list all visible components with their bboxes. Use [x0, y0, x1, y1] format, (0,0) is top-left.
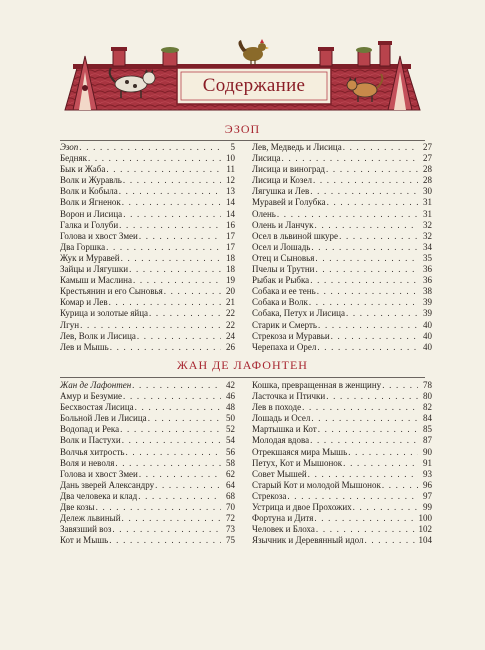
leader-dots	[148, 308, 221, 319]
toc-entry-title: Дележ львиный	[60, 513, 121, 524]
toc-entry-page: 38	[423, 286, 432, 297]
leader-dots	[325, 164, 418, 175]
leader-dots	[118, 220, 221, 231]
toc-entry-title: Жан де Лафонтен	[60, 380, 132, 390]
toc-entry[interactable]	[252, 209, 432, 220]
toc-entry-title: Волчья хитрость	[60, 446, 125, 457]
leader-dots	[381, 480, 418, 491]
toc-entry[interactable]	[252, 197, 432, 208]
toc-entry-title: Волк и Журавль	[60, 175, 122, 186]
leader-dots	[363, 535, 418, 546]
toc-entry[interactable]	[252, 502, 432, 513]
toc-entry[interactable]	[60, 175, 235, 186]
toc-entry-page: 28	[423, 175, 432, 186]
leader-dots	[132, 275, 221, 286]
toc-entry-page: 19	[226, 275, 235, 286]
toc-entry[interactable]	[252, 402, 432, 413]
toc-entry[interactable]	[252, 480, 432, 491]
toc-entry-title: Кот и Мышь	[60, 535, 109, 546]
toc-entry-page: 64	[226, 479, 235, 490]
leader-dots	[122, 391, 221, 402]
toc-entry-title: Лев, Волк и Лисица	[60, 330, 136, 341]
toc-entry-title: Волк и Ягненок	[60, 197, 121, 208]
toc-entry-title: Молодая вдова	[252, 435, 310, 446]
leader-dots	[308, 297, 418, 308]
toc-entry[interactable]	[252, 424, 432, 435]
toc-entry-page: 22	[226, 308, 235, 319]
toc-entry-title: Больной Лев и Лисица	[60, 413, 147, 424]
leader-dots	[309, 435, 418, 446]
toc-entry[interactable]	[60, 209, 235, 220]
toc-entry-page: 96	[423, 479, 432, 490]
toc-entry[interactable]	[60, 308, 235, 319]
toc-entry[interactable]	[60, 491, 235, 502]
leader-dots	[316, 286, 418, 297]
toc-entry-page: 30	[423, 186, 432, 197]
leader-dots	[315, 524, 418, 535]
rooster-icon	[238, 39, 269, 65]
toc-entry-title: Крестьянин и его Сыновья	[60, 286, 163, 297]
leader-dots	[134, 402, 221, 413]
toc-entry-title: Волк и Кобыла	[60, 186, 118, 197]
toc-entry[interactable]	[252, 142, 432, 153]
leader-dots	[347, 447, 418, 458]
toc-entry-page: 104	[418, 535, 432, 546]
toc-entry[interactable]	[60, 391, 235, 402]
toc-entry[interactable]	[60, 413, 235, 424]
toc-entry[interactable]	[60, 220, 235, 231]
toc-entry-title: Старик и Смерть	[252, 319, 318, 330]
toc-entry-page: 91	[423, 457, 432, 468]
leader-dots	[338, 231, 418, 242]
leader-dots	[119, 424, 221, 435]
toc-entry-page: 73	[226, 524, 235, 535]
toc-entry-page: 58	[226, 457, 235, 468]
toc-entry-page: 78	[423, 380, 432, 390]
leader-dots	[114, 458, 221, 469]
toc-entry-page: 87	[423, 435, 432, 446]
leader-dots	[121, 197, 221, 208]
toc-entry-page: 52	[226, 424, 235, 435]
toc-entry-title: Фортуна и Дитя	[252, 513, 314, 524]
toc-entry-page: 80	[423, 391, 432, 402]
toc-entry-title: Отец и Сыновья	[252, 252, 315, 263]
toc-entry-page: 32	[423, 219, 432, 230]
toc-entry-title: Бесхвостая Лисица	[60, 402, 134, 413]
section-heading-lafontaine: ЖАН ДЕ ЛАФОНТЕН	[177, 358, 308, 372]
leader-dots	[125, 447, 221, 458]
leader-dots	[118, 186, 221, 197]
toc-entry[interactable]	[60, 286, 235, 297]
leader-dots	[109, 342, 221, 353]
leader-dots	[314, 220, 418, 231]
toc-entry-title: Осел в львиной шкуре	[252, 230, 339, 241]
toc-entry-title: Курица и золотые яйца	[60, 308, 149, 319]
leader-dots	[120, 253, 221, 264]
toc-entry-title: Два человека и клад	[60, 490, 138, 501]
toc-entry[interactable]	[60, 447, 235, 458]
toc-entry-title: Черепаха и Орел	[252, 341, 317, 352]
leader-dots	[105, 164, 221, 175]
toc-entry[interactable]	[60, 435, 235, 446]
toc-entry-page: 42	[226, 380, 235, 390]
leader-dots	[163, 286, 221, 297]
toc-entry-title: Лисица	[252, 153, 281, 164]
leader-dots	[314, 264, 418, 275]
toc-entry-page: 40	[423, 319, 432, 330]
toc-entry-title: Лев, Медведь и Лисица	[252, 142, 342, 152]
toc-entry[interactable]	[252, 447, 432, 458]
toc-column-lafontaine-left	[60, 380, 235, 546]
leader-dots	[342, 142, 418, 153]
toc-entry[interactable]	[252, 413, 432, 424]
toc-entry-page: 34	[423, 241, 432, 252]
toc-entry[interactable]	[60, 320, 235, 331]
leader-dots	[345, 308, 418, 319]
leader-dots	[381, 380, 418, 391]
toc-entry-page: 40	[423, 330, 432, 341]
leader-dots	[108, 535, 221, 546]
toc-entry-title: Бедняк	[60, 153, 87, 164]
toc-entry[interactable]	[60, 458, 235, 469]
leader-dots	[128, 264, 221, 275]
toc-entry-page: 13	[226, 186, 235, 197]
leader-dots	[147, 413, 221, 424]
toc-entry[interactable]	[252, 308, 432, 319]
leader-dots	[312, 175, 418, 186]
toc-entry-title: Голова и хвост Змеи	[60, 468, 138, 479]
toc-entry-page: 36	[423, 275, 432, 286]
toc-entry-title: Зайцы и Лягушки	[60, 264, 129, 275]
leader-dots	[316, 342, 418, 353]
toc-entry[interactable]	[60, 297, 235, 308]
toc-entry[interactable]	[60, 153, 235, 164]
toc-entry-title: Бык и Жаба	[60, 164, 106, 175]
leader-dots	[301, 402, 418, 413]
toc-entry[interactable]	[252, 331, 432, 342]
toc-entry-title: Лисица и Козел	[252, 175, 312, 186]
toc-entry[interactable]	[252, 535, 432, 546]
leader-dots	[313, 513, 418, 524]
toc-entry[interactable]	[252, 380, 432, 391]
toc-entry[interactable]	[60, 231, 235, 242]
toc-entry-title: Амур и Безумие	[60, 391, 123, 402]
leader-dots	[326, 197, 418, 208]
toc-entry[interactable]	[60, 342, 235, 353]
toc-entry-page: 27	[423, 142, 432, 152]
toc-entry-page: 12	[226, 175, 235, 186]
leader-dots	[286, 491, 418, 502]
toc-entry[interactable]	[252, 253, 432, 264]
toc-entry[interactable]	[252, 220, 432, 231]
toc-entry[interactable]	[60, 402, 235, 413]
leader-dots	[95, 502, 221, 513]
toc-entry-page: 18	[226, 264, 235, 275]
toc-entry-title: Завязший воз	[60, 524, 112, 535]
leader-dots	[79, 320, 221, 331]
toc-entry-page: 17	[226, 241, 235, 252]
leader-dots	[310, 242, 418, 253]
toc-entry-title: Старый Кот и молодой Мышонок	[252, 479, 381, 490]
leader-dots	[307, 469, 418, 480]
toc-entry[interactable]	[252, 231, 432, 242]
toc-entry-title: Стрекоза и Муравьи	[252, 330, 330, 341]
toc-entry-title: Собака и ее тень	[252, 286, 316, 297]
toc-entry-page: 90	[423, 446, 432, 457]
toc-entry-title: Ласточка и Птички	[252, 391, 326, 402]
leader-dots	[138, 231, 221, 242]
toc-column-aesop-left	[60, 142, 235, 353]
toc-entry-page: 93	[423, 468, 432, 479]
leader-dots	[276, 209, 418, 220]
toc-entry-title: Муравей и Голубка	[252, 197, 326, 208]
leader-dots	[342, 458, 418, 469]
toc-entry-title: Лев и Мышь	[60, 341, 109, 352]
leader-dots	[137, 491, 221, 502]
toc-entry-page: 68	[226, 490, 235, 501]
toc-entry[interactable]	[252, 175, 432, 186]
leader-dots	[87, 153, 221, 164]
toc-entry-page: 99	[423, 502, 432, 513]
toc-entry[interactable]	[252, 491, 432, 502]
toc-entry-title: Комар и Лев	[60, 297, 108, 308]
toc-entry-title: Лошадь и Осел	[252, 413, 311, 424]
leader-dots	[281, 153, 418, 164]
toc-entry[interactable]	[252, 164, 432, 175]
toc-entry-title: Лисица и виноград	[252, 164, 326, 175]
toc-entry-page: 10	[226, 153, 235, 164]
header-illustration	[55, 38, 430, 116]
leader-dots	[105, 242, 221, 253]
toc-entry[interactable]	[252, 186, 432, 197]
toc-entry-page: 75	[226, 535, 235, 546]
toc-entry-page: 11	[226, 164, 235, 175]
leader-dots	[136, 331, 221, 342]
toc-entry-title: Собака, Петух и Лисица	[252, 308, 345, 319]
toc-entry-page: 17	[226, 230, 235, 241]
toc-entry-page: 31	[423, 197, 432, 208]
toc-entry[interactable]	[60, 242, 235, 253]
toc-entry[interactable]	[252, 458, 432, 469]
toc-entry[interactable]	[60, 524, 235, 535]
toc-entry-title: Олень	[252, 208, 276, 219]
toc-entry[interactable]	[60, 264, 235, 275]
toc-entry[interactable]	[252, 469, 432, 480]
toc-entry-page: 82	[423, 402, 432, 413]
toc-entry-title: Лягушка и Лев	[252, 186, 310, 197]
leader-dots	[121, 513, 221, 524]
toc-entry-title: Устрица и двое Прохожих	[252, 502, 352, 513]
toc-entry-page: 21	[226, 297, 235, 308]
toc-entry-page: 72	[226, 513, 235, 524]
leader-dots	[310, 413, 418, 424]
leader-dots	[325, 391, 418, 402]
toc-entry-page: 18	[226, 252, 235, 263]
toc-entry-page: 100	[418, 513, 432, 524]
toc-entry-title: Водопад и Река	[60, 424, 120, 435]
toc-entry-title: Мартышка и Кот	[252, 424, 317, 435]
toc-entry[interactable]	[60, 275, 235, 286]
toc-entry[interactable]	[60, 253, 235, 264]
toc-column-aesop-right	[252, 142, 432, 353]
toc-entry[interactable]	[252, 435, 432, 446]
toc-entry-page: 85	[423, 424, 432, 435]
toc-entry-page: 5	[230, 142, 235, 152]
toc-entry-page: 40	[423, 341, 432, 352]
page-title: Содержание	[202, 75, 306, 96]
toc-entry[interactable]	[60, 535, 235, 546]
toc-entry[interactable]	[252, 342, 432, 353]
toc-entry-page: 39	[423, 297, 432, 308]
toc-entry-title: Отрекшаяся мира Мышь	[252, 446, 348, 457]
section-heading-aesop: ЭЗОП	[224, 122, 261, 136]
toc-entry-page: 50	[226, 413, 235, 424]
toc-entry[interactable]	[252, 320, 432, 331]
toc-entry[interactable]	[252, 513, 432, 524]
toc-entry-title: Петух, Кот и Мышонок	[252, 457, 343, 468]
toc-entry[interactable]	[252, 153, 432, 164]
toc-entry-page: 62	[226, 468, 235, 479]
leader-dots	[309, 186, 418, 197]
toc-entry[interactable]	[60, 197, 235, 208]
leader-dots	[122, 209, 221, 220]
toc-entry-title: Воля и неволя	[60, 457, 115, 468]
toc-entry-page: 22	[226, 319, 235, 330]
toc-entry-title: Человек и Блоха	[252, 524, 315, 535]
toc-entry-title: Волк и Пастухи	[60, 435, 121, 446]
divider	[60, 140, 425, 141]
toc-entry-title: Пчелы и Трутни	[252, 264, 315, 275]
toc-entry-title: Два Горшка	[60, 241, 106, 252]
toc-entry-title: Эзоп	[60, 142, 79, 152]
leader-dots	[131, 380, 221, 391]
toc-entry-page: 16	[226, 219, 235, 230]
divider	[60, 377, 425, 378]
toc-entry-title: Голова и хвост Змеи	[60, 230, 138, 241]
toc-entry-title: Галка и Голуби	[60, 219, 119, 230]
toc-entry-page: 31	[423, 208, 432, 219]
leader-dots	[314, 253, 418, 264]
toc-entry-page: 48	[226, 402, 235, 413]
toc-entry-page: 56	[226, 446, 235, 457]
toc-entry-page: 32	[423, 230, 432, 241]
toc-entry-page: 35	[423, 252, 432, 263]
toc-entry-page: 97	[423, 490, 432, 501]
toc-entry-page: 70	[226, 502, 235, 513]
toc-entry[interactable]	[60, 480, 235, 491]
toc-entry-title: Олень и Ланчук	[252, 219, 314, 230]
leader-dots	[309, 275, 418, 286]
toc-entry-page: 84	[423, 413, 432, 424]
leader-dots	[122, 175, 221, 186]
toc-entry-page: 14	[226, 208, 235, 219]
toc-entry-page: 27	[423, 153, 432, 164]
toc-entry-page: 26	[226, 341, 235, 352]
toc-entry-page: 20	[226, 286, 235, 297]
toc-entry[interactable]	[252, 242, 432, 253]
leader-dots	[352, 502, 418, 513]
toc-entry-page: 36	[423, 264, 432, 275]
toc-entry[interactable]	[252, 524, 432, 535]
leader-dots	[317, 320, 418, 331]
toc-entry[interactable]	[252, 297, 432, 308]
toc-entry[interactable]	[60, 424, 235, 435]
toc-entry[interactable]	[252, 275, 432, 286]
toc-entry[interactable]	[252, 264, 432, 275]
toc-entry[interactable]	[60, 469, 235, 480]
toc-entry-title: Лев в походе	[252, 402, 302, 413]
toc-entry-title: Жук и Муравей	[60, 252, 120, 263]
toc-entry-title: Лгун	[60, 319, 80, 330]
leader-dots	[330, 331, 418, 342]
leader-dots	[108, 297, 221, 308]
toc-entry[interactable]	[60, 380, 235, 391]
toc-entry-title: Камыш и Маслина	[60, 275, 132, 286]
toc-entry-page: 24	[226, 330, 235, 341]
chimney-icon	[111, 47, 127, 66]
toc-entry-page: 54	[226, 435, 235, 446]
toc-entry[interactable]	[252, 391, 432, 402]
toc-column-lafontaine-right	[252, 380, 432, 546]
leader-dots	[154, 480, 221, 491]
leader-dots	[121, 435, 221, 446]
toc-entry-title: Собака и Волк	[252, 297, 308, 308]
toc-entry[interactable]	[252, 286, 432, 297]
toc-entry-page: 14	[226, 197, 235, 208]
leader-dots	[138, 469, 221, 480]
toc-entry-page: 46	[226, 391, 235, 402]
toc-entry-title: Язычник и Деревянный идол	[252, 535, 364, 546]
toc-entry[interactable]	[60, 164, 235, 175]
leader-dots	[111, 524, 221, 535]
toc-entry[interactable]	[60, 186, 235, 197]
toc-entry[interactable]	[60, 513, 235, 524]
toc-entry-title: Ворон и Лисица	[60, 208, 123, 219]
toc-entry-page: 39	[423, 308, 432, 319]
toc-entry[interactable]	[60, 331, 235, 342]
leader-dots	[317, 424, 418, 435]
toc-entry[interactable]	[60, 142, 235, 153]
toc-entry-title: Рыбак и Рыбка	[252, 275, 310, 286]
toc-entry[interactable]	[60, 502, 235, 513]
leader-dots	[78, 142, 221, 153]
toc-entry-title: Дань зверей Александру	[60, 479, 155, 490]
toc-entry-page: 102	[418, 524, 432, 535]
toc-entry-title: Совет Мышей	[252, 468, 307, 479]
toc-entry-title: Кошка, превращенная в женщину	[252, 380, 382, 390]
toc-entry-title: Две козы	[60, 502, 95, 513]
toc-entry-page: 28	[423, 164, 432, 175]
toc-entry-title: Осел и Лошадь	[252, 241, 311, 252]
toc-entry-title: Стрекоза	[252, 490, 287, 501]
